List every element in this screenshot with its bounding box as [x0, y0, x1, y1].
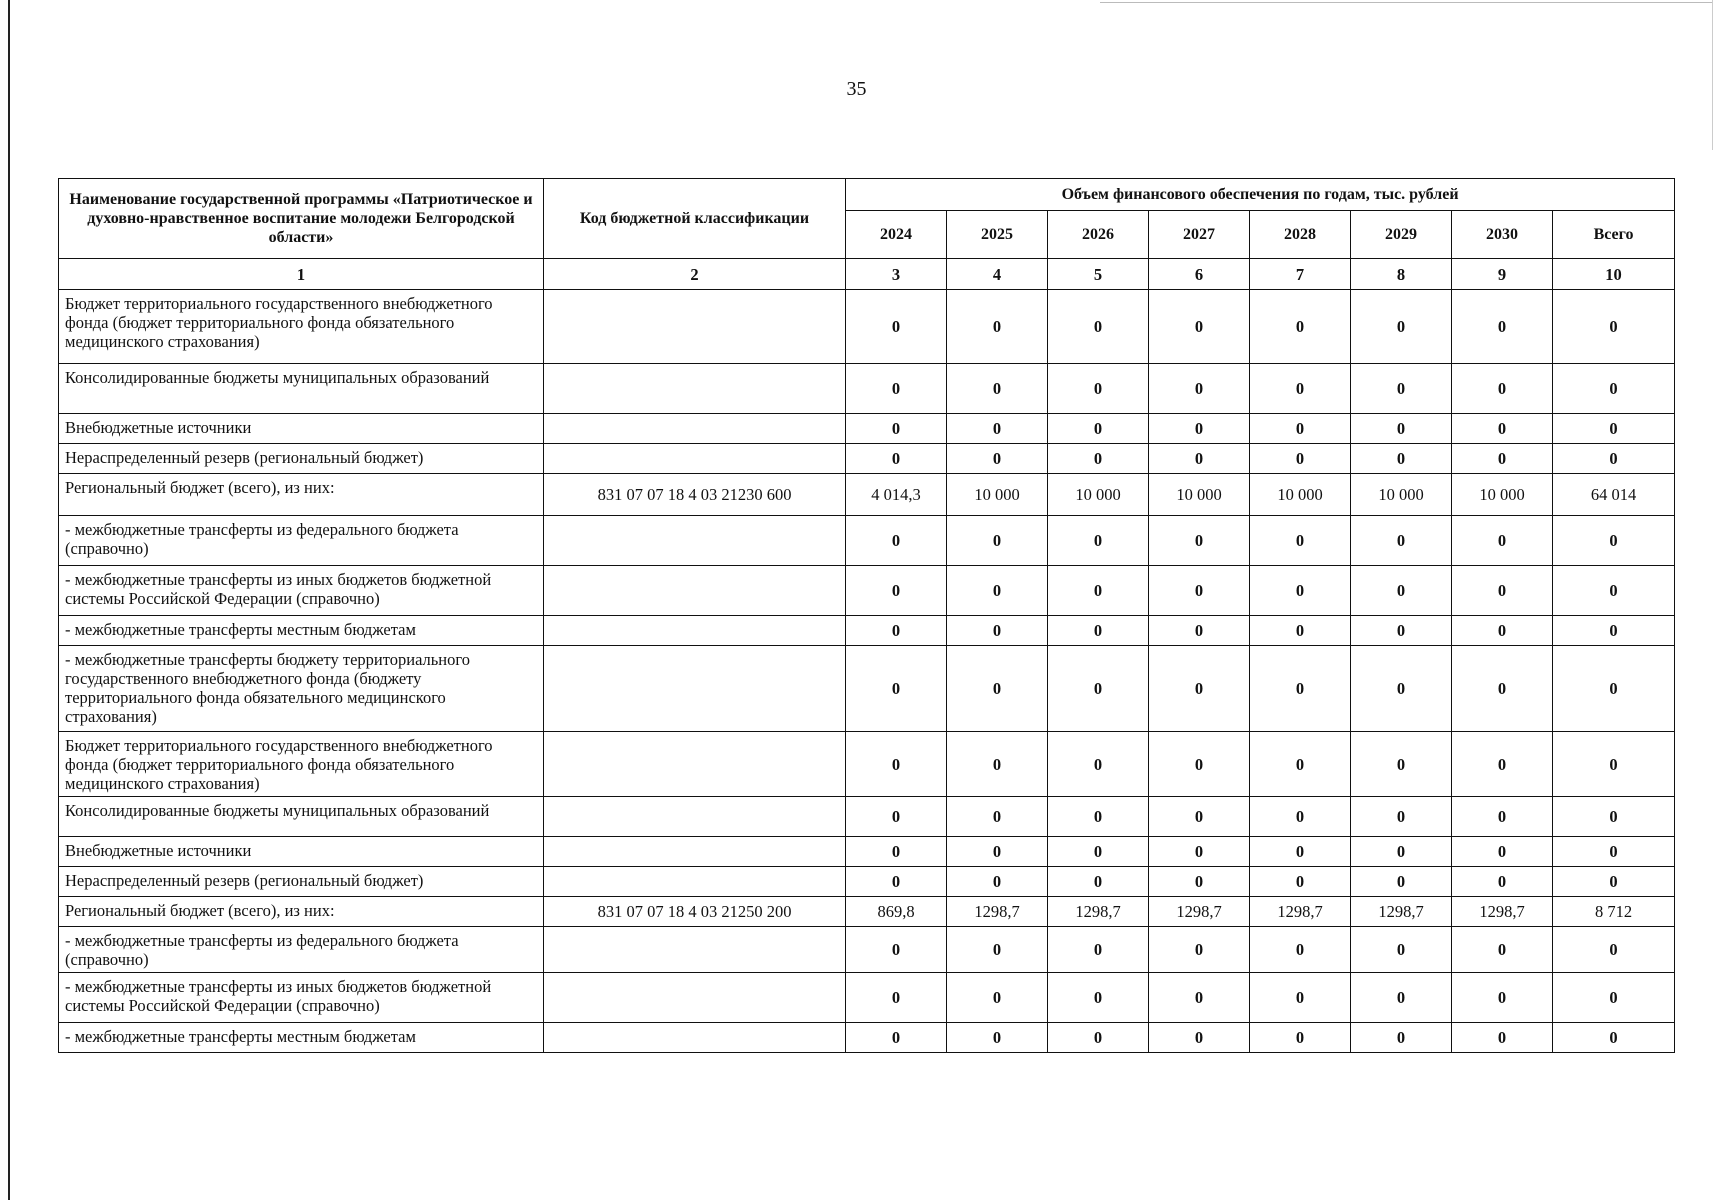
row-year-value: 0	[947, 927, 1048, 973]
row-year-value: 0	[1452, 797, 1553, 837]
row-year-value: 0	[1250, 797, 1351, 837]
page-number-text: 35	[846, 78, 867, 100]
row-year-value: 0	[1149, 973, 1250, 1023]
row-year-value: 0	[1048, 444, 1149, 474]
row-year-value: 0	[1351, 516, 1452, 566]
row-year-value: 10 000	[1048, 474, 1149, 516]
row-year-value: 0	[1351, 1023, 1452, 1053]
header-year: 2026	[1048, 211, 1149, 259]
row-total-value: 0	[1553, 973, 1675, 1023]
row-budget-code	[544, 927, 846, 973]
row-budget-code	[544, 290, 846, 364]
row-year-value: 0	[846, 566, 947, 616]
row-year-value: 0	[947, 867, 1048, 897]
row-year-value: 0	[1452, 867, 1553, 897]
row-name: Консолидированные бюджеты муниципальных образований	[59, 364, 544, 414]
row-year-value: 0	[1149, 867, 1250, 897]
column-number: 4	[947, 259, 1048, 290]
row-year-value: 0	[1048, 616, 1149, 646]
row-year-value: 10 000	[1250, 474, 1351, 516]
row-year-value: 0	[947, 364, 1048, 414]
row-year-value: 0	[947, 973, 1048, 1023]
row-year-value: 1298,7	[947, 897, 1048, 927]
row-year-value: 0	[846, 414, 947, 444]
row-year-value: 0	[1250, 290, 1351, 364]
row-year-value: 0	[1048, 1023, 1149, 1053]
row-year-value: 10 000	[947, 474, 1048, 516]
row-total-value: 0	[1553, 364, 1675, 414]
row-year-value: 1298,7	[1351, 897, 1452, 927]
row-year-value: 0	[947, 566, 1048, 616]
row-name: Региональный бюджет (всего), из них:	[59, 474, 544, 516]
row-year-value: 0	[1250, 616, 1351, 646]
row-year-value: 0	[1452, 444, 1553, 474]
row-year-value: 0	[846, 732, 947, 797]
column-number: 2	[544, 259, 846, 290]
row-year-value: 0	[1048, 837, 1149, 867]
row-year-value: 0	[846, 516, 947, 566]
row-year-value: 0	[1452, 646, 1553, 732]
row-year-value: 0	[1351, 566, 1452, 616]
row-year-value: 0	[1452, 973, 1553, 1023]
row-year-value: 0	[846, 797, 947, 837]
row-year-value: 0	[947, 1023, 1048, 1053]
row-total-value: 0	[1553, 927, 1675, 973]
row-year-value: 0	[1452, 364, 1553, 414]
row-total-value: 0	[1553, 867, 1675, 897]
row-year-value: 0	[1149, 444, 1250, 474]
row-year-value: 0	[1048, 646, 1149, 732]
row-year-value: 0	[1048, 566, 1149, 616]
row-budget-code	[544, 364, 846, 414]
row-name: Внебюджетные источники	[59, 837, 544, 867]
row-year-value: 0	[1351, 290, 1452, 364]
row-year-value: 0	[1351, 646, 1452, 732]
row-budget-code	[544, 516, 846, 566]
row-year-value: 0	[1452, 516, 1553, 566]
row-year-value: 0	[1250, 646, 1351, 732]
column-number: 8	[1351, 259, 1452, 290]
row-year-value: 0	[1048, 732, 1149, 797]
row-year-value: 0	[1149, 290, 1250, 364]
header-program-name: Наименование государственной программы «Патриотическое и духовно-нравственное воспитание молодежи Белгородской области»	[59, 179, 544, 259]
row-year-value: 0	[1250, 973, 1351, 1023]
row-year-value: 0	[1149, 566, 1250, 616]
row-total-value: 64 014	[1553, 474, 1675, 516]
row-budget-code	[544, 414, 846, 444]
row-budget-code	[544, 1023, 846, 1053]
row-budget-code	[544, 444, 846, 474]
row-year-value: 0	[1048, 927, 1149, 973]
table-row	[59, 837, 1675, 867]
row-year-value: 1298,7	[1250, 897, 1351, 927]
row-year-value: 0	[1048, 867, 1149, 897]
row-year-value: 0	[1149, 616, 1250, 646]
row-name: - межбюджетные трансферты местным бюджетам	[59, 616, 544, 646]
row-year-value: 0	[1250, 516, 1351, 566]
row-year-value: 1298,7	[1452, 897, 1553, 927]
row-year-value: 0	[846, 837, 947, 867]
header-year: 2028	[1250, 211, 1351, 259]
table-row	[59, 897, 1675, 927]
row-year-value: 0	[846, 973, 947, 1023]
row-total-value: 0	[1553, 797, 1675, 837]
table-row	[59, 444, 1675, 474]
header-total: Всего	[1553, 211, 1675, 259]
row-total-value: 0	[1553, 414, 1675, 444]
row-total-value: 0	[1553, 1023, 1675, 1053]
row-budget-code	[544, 837, 846, 867]
table-row	[59, 1023, 1675, 1053]
table-row	[59, 732, 1675, 797]
table-header	[59, 179, 1675, 290]
row-total-value: 0	[1553, 516, 1675, 566]
row-budget-code	[544, 566, 846, 616]
row-year-value: 0	[846, 1023, 947, 1053]
page-number	[0, 78, 1713, 101]
table-row	[59, 566, 1675, 616]
scan-top-edge	[1100, 2, 1713, 3]
row-year-value: 0	[947, 837, 1048, 867]
row-year-value: 0	[1452, 732, 1553, 797]
row-year-value: 0	[1048, 414, 1149, 444]
row-year-value: 0	[947, 616, 1048, 646]
row-name: Нераспределенный резерв (региональный бюджет)	[59, 444, 544, 474]
row-year-value: 0	[1452, 616, 1553, 646]
row-year-value: 0	[1452, 1023, 1553, 1053]
row-year-value: 0	[846, 444, 947, 474]
row-year-value: 0	[1351, 867, 1452, 897]
row-total-value: 0	[1553, 290, 1675, 364]
header-row-group	[59, 179, 1675, 211]
row-year-value: 0	[947, 646, 1048, 732]
row-budget-code: 831 07 07 18 4 03 21230 600	[544, 474, 846, 516]
header-year: 2024	[846, 211, 947, 259]
table-row	[59, 616, 1675, 646]
row-year-value: 0	[947, 290, 1048, 364]
table-row	[59, 364, 1675, 414]
row-year-value: 0	[1250, 444, 1351, 474]
table-row	[59, 474, 1675, 516]
column-number: 7	[1250, 259, 1351, 290]
header-financing-volume: Объем финансового обеспечения по годам, тыс. рублей	[846, 179, 1675, 211]
row-year-value: 0	[1250, 364, 1351, 414]
row-year-value: 10 000	[1452, 474, 1553, 516]
row-name: Нераспределенный резерв (региональный бюджет)	[59, 867, 544, 897]
table-row	[59, 414, 1675, 444]
row-year-value: 0	[1250, 732, 1351, 797]
row-year-value: 0	[947, 414, 1048, 444]
row-name: - межбюджетные трансферты из иных бюджетов бюджетной системы Российской Федерации (справочно)	[59, 973, 544, 1023]
row-year-value: 0	[947, 444, 1048, 474]
row-year-value: 0	[1452, 414, 1553, 444]
row-name: - межбюджетные трансферты местным бюджетам	[59, 1023, 544, 1053]
row-year-value: 0	[1351, 444, 1452, 474]
row-year-value: 0	[1351, 973, 1452, 1023]
header-budget-code: Код бюджетной классификации	[544, 179, 846, 259]
row-year-value: 0	[1149, 732, 1250, 797]
financing-table-wrapper	[58, 178, 1674, 1053]
row-total-value: 0	[1553, 837, 1675, 867]
row-year-value: 0	[1250, 414, 1351, 444]
row-name: Региональный бюджет (всего), из них:	[59, 897, 544, 927]
row-year-value: 0	[1149, 1023, 1250, 1053]
column-number: 1	[59, 259, 544, 290]
row-year-value: 0	[1351, 797, 1452, 837]
table-row	[59, 797, 1675, 837]
row-name: - межбюджетные трансферты из федерального бюджета (справочно)	[59, 927, 544, 973]
header-year: 2029	[1351, 211, 1452, 259]
row-budget-code	[544, 973, 846, 1023]
row-total-value: 0	[1553, 444, 1675, 474]
row-year-value: 0	[947, 516, 1048, 566]
row-year-value: 0	[1250, 867, 1351, 897]
row-year-value: 0	[1250, 927, 1351, 973]
row-year-value: 869,8	[846, 897, 947, 927]
header-year: 2030	[1452, 211, 1553, 259]
row-year-value: 0	[1452, 837, 1553, 867]
table-row	[59, 927, 1675, 973]
row-year-value: 0	[1149, 927, 1250, 973]
scan-left-edge	[8, 0, 10, 1200]
row-budget-code: 831 07 07 18 4 03 21250 200	[544, 897, 846, 927]
row-budget-code	[544, 616, 846, 646]
column-number: 9	[1452, 259, 1553, 290]
row-year-value: 0	[1351, 732, 1452, 797]
row-year-value: 0	[1250, 566, 1351, 616]
column-number: 5	[1048, 259, 1149, 290]
row-year-value: 0	[1149, 837, 1250, 867]
header-year: 2025	[947, 211, 1048, 259]
row-year-value: 0	[1351, 414, 1452, 444]
row-year-value: 10 000	[1351, 474, 1452, 516]
financing-table	[58, 178, 1675, 1053]
table-row	[59, 516, 1675, 566]
column-number: 6	[1149, 259, 1250, 290]
row-year-value: 0	[947, 732, 1048, 797]
row-total-value: 0	[1553, 732, 1675, 797]
row-year-value: 10 000	[1149, 474, 1250, 516]
table-row	[59, 646, 1675, 732]
row-year-value: 1298,7	[1149, 897, 1250, 927]
row-year-value: 0	[1351, 616, 1452, 646]
header-year: 2027	[1149, 211, 1250, 259]
row-year-value: 0	[1048, 797, 1149, 837]
column-number: 3	[846, 259, 947, 290]
row-year-value: 0	[846, 927, 947, 973]
row-name: Бюджет территориального государственного внебюджетного фонда (бюджет территориального фонда обязательного медицинского страхования)	[59, 732, 544, 797]
row-year-value: 0	[1250, 1023, 1351, 1053]
row-year-value: 1298,7	[1048, 897, 1149, 927]
row-year-value: 0	[1149, 414, 1250, 444]
row-year-value: 4 014,3	[846, 474, 947, 516]
row-year-value: 0	[846, 646, 947, 732]
row-year-value: 0	[1452, 290, 1553, 364]
row-total-value: 0	[1553, 616, 1675, 646]
row-year-value: 0	[846, 364, 947, 414]
row-year-value: 0	[1149, 646, 1250, 732]
row-budget-code	[544, 646, 846, 732]
row-year-value: 0	[1351, 364, 1452, 414]
column-number: 10	[1553, 259, 1675, 290]
row-name: - межбюджетные трансферты из иных бюджетов бюджетной системы Российской Федерации (справочно)	[59, 566, 544, 616]
row-total-value: 0	[1553, 646, 1675, 732]
table-body	[59, 290, 1675, 1053]
row-year-value: 0	[846, 290, 947, 364]
row-year-value: 0	[1149, 364, 1250, 414]
row-year-value: 0	[846, 616, 947, 646]
row-year-value: 0	[1048, 516, 1149, 566]
row-year-value: 0	[1351, 837, 1452, 867]
row-year-value: 0	[1048, 973, 1149, 1023]
row-year-value: 0	[1250, 837, 1351, 867]
row-name: Внебюджетные источники	[59, 414, 544, 444]
table-row	[59, 973, 1675, 1023]
table-row	[59, 290, 1675, 364]
row-name: - межбюджетные трансферты бюджету территориального государственного внебюджетного фонда (бюджету территориального фонда обязательного медицинского страхования)	[59, 646, 544, 732]
row-year-value: 0	[1048, 364, 1149, 414]
table-row	[59, 867, 1675, 897]
row-total-value: 8 712	[1553, 897, 1675, 927]
row-budget-code	[544, 732, 846, 797]
row-name: Бюджет территориального государственного внебюджетного фонда (бюджет территориального фонда обязательного медицинского страхования)	[59, 290, 544, 364]
row-year-value: 0	[1048, 290, 1149, 364]
row-name: - межбюджетные трансферты из федерального бюджета (справочно)	[59, 516, 544, 566]
row-year-value: 0	[947, 797, 1048, 837]
row-year-value: 0	[846, 867, 947, 897]
row-total-value: 0	[1553, 566, 1675, 616]
row-year-value: 0	[1149, 516, 1250, 566]
row-year-value: 0	[1452, 566, 1553, 616]
column-number-row	[59, 259, 1675, 290]
row-name: Консолидированные бюджеты муниципальных образований	[59, 797, 544, 837]
row-year-value: 0	[1351, 927, 1452, 973]
row-budget-code	[544, 867, 846, 897]
row-year-value: 0	[1452, 927, 1553, 973]
row-budget-code	[544, 797, 846, 837]
row-year-value: 0	[1149, 797, 1250, 837]
